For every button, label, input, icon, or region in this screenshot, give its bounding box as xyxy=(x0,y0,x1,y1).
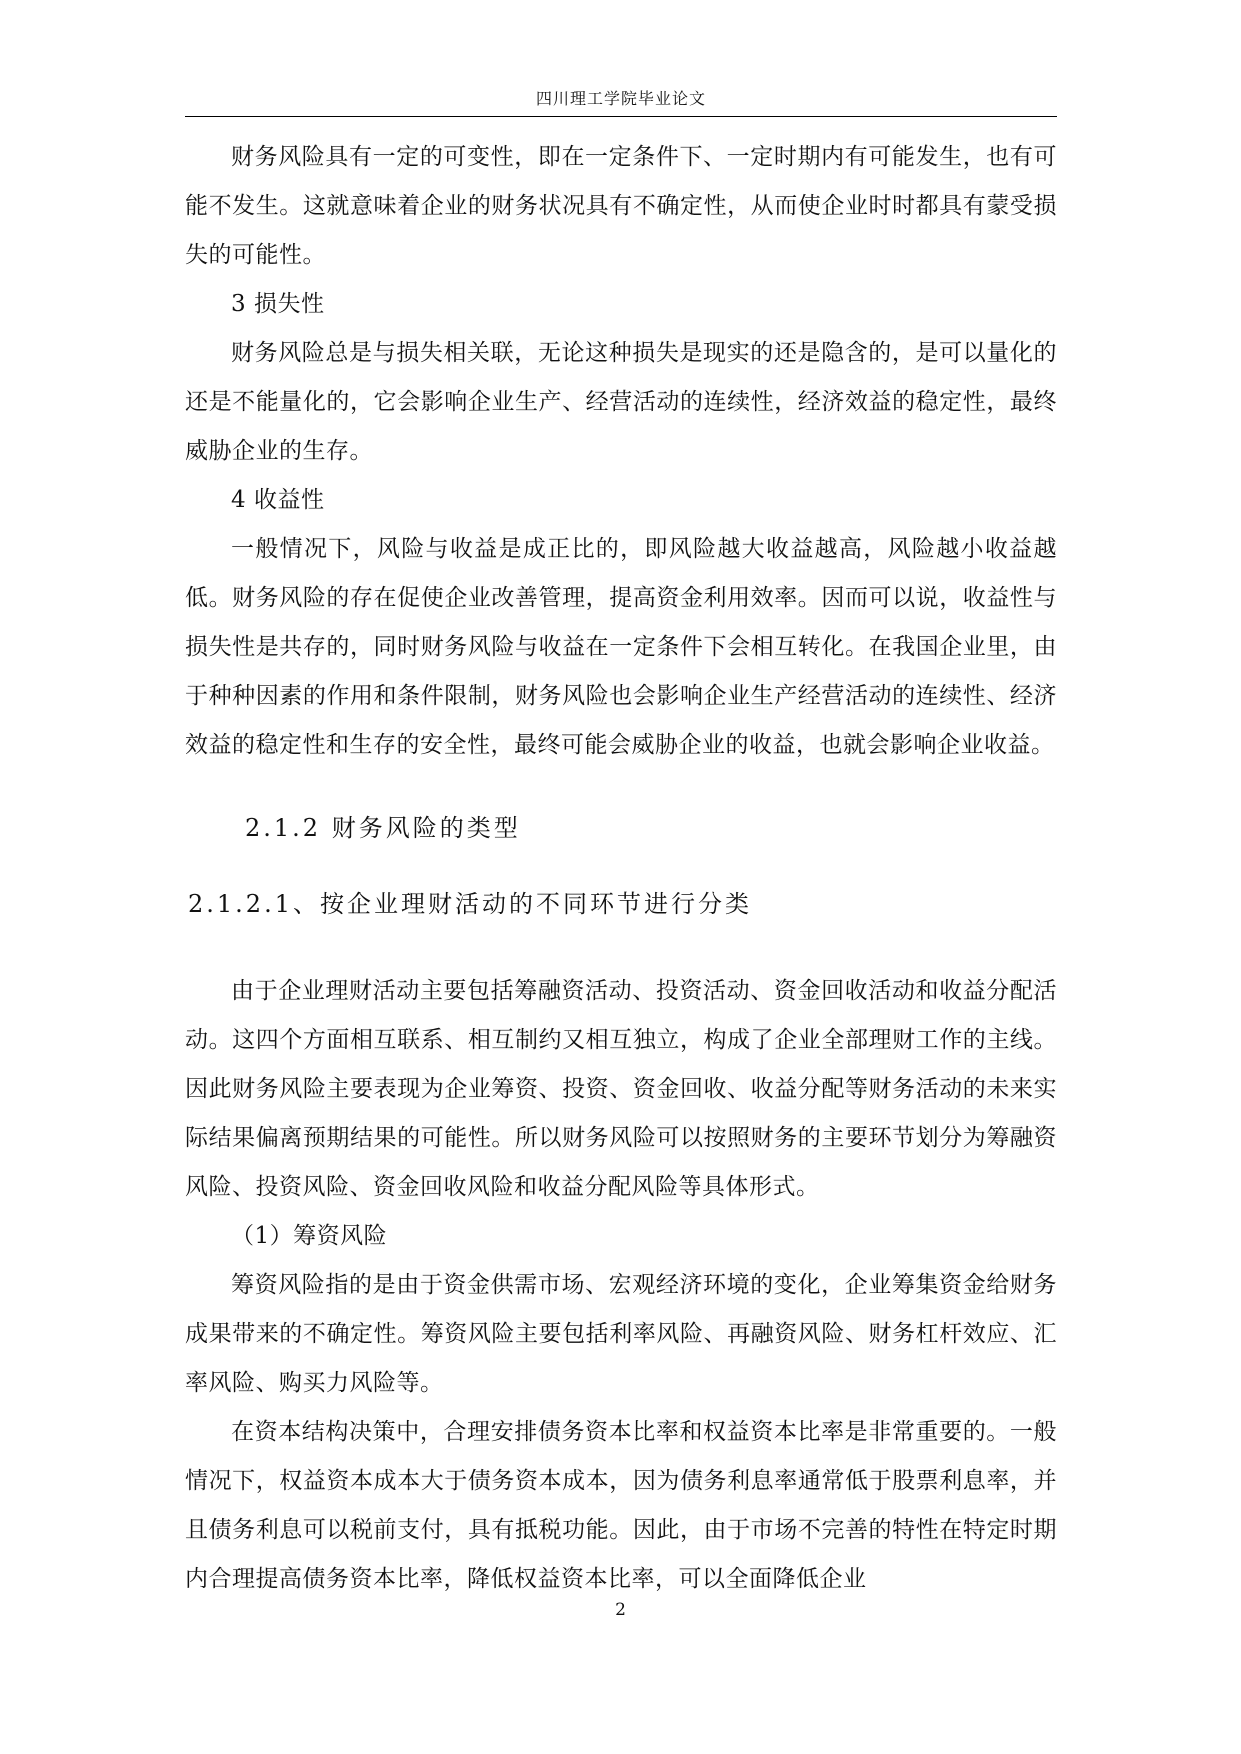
section-b-body xyxy=(185,967,1057,1604)
section-heading-2-1-2: 2.1.2 财务风险的类型 xyxy=(245,814,521,842)
paragraph-financing-risk: 筹资风险指的是由于资金供需市场、宏观经济环境的变化，企业筹集资金给财务成果带来的不确定性。筹资风险主要包括利率风险、再融资风险、财务杠杆效应、汇率风险、购买力风险等。 xyxy=(185,1272,1057,1396)
header-title: 四川理工学院毕业论文 xyxy=(535,89,706,108)
section-a-body xyxy=(185,133,1057,770)
item-loss: 3 损失性 xyxy=(231,291,325,317)
paragraph-loss: 财务风险总是与损失相关联，无论这种损失是现实的还是隐含的，是可以量化的还是不能量化的，它会影响企业生产、经营活动的连续性，经济效益的稳定性，最终威胁企业的生存。 xyxy=(185,340,1057,464)
item-financing-risk: （1）筹资风险 xyxy=(231,1223,388,1249)
paragraph-variability: 财务风险具有一定的可变性，即在一定条件下、一定时期内有可能发生，也有可能不发生。这就意味着企业的财务状况具有不确定性，从而使企业时时都具有蒙受损失的可能性。 xyxy=(185,144,1057,268)
section-heading-2-1-2-1: 2.1.2.1、按企业理财活动的不同环节进行分类 xyxy=(188,890,752,918)
page-header xyxy=(185,82,1057,117)
page-number: 2 xyxy=(615,1600,626,1620)
paragraph-classification: 由于企业理财活动主要包括筹融资活动、投资活动、资金回收活动和收益分配活动。这四个方面相互联系、相互制约又相互独立，构成了企业全部理财工作的主线。因此财务风险主要表现为企业筹资、投资、资金回收、收益分配等财务活动的未来实际结果偏离预期结果的可能性。所以财务风险可以按照财务的主要环节划分为筹融资风险、投资风险、资金回收风险和收益分配风险等具体形式。 xyxy=(185,978,1057,1200)
item-return: 4 收益性 xyxy=(231,487,325,513)
paragraph-capital-structure: 在资本结构决策中，合理安排债务资本比率和权益资本比率是非常重要的。一般情况下，权益资本成本大于债务资本成本，因为债务利息率通常低于股票利息率，并且债务利息可以税前支付，具有抵税功能。因此，由于市场不完善的特性在特定时期内合理提高债务资本比率，降低权益资本比率，可以全面降低企业 xyxy=(185,1419,1057,1592)
paragraph-return: 一般情况下，风险与收益是成正比的，即风险越大收益越高，风险越小收益越低。财务风险的存在促使企业改善管理，提高资金利用效率。因而可以说，收益性与损失性是共存的，同时财务风险与收益在一定条件下会相互转化。在我国企业里，由于种种因素的作用和条件限制，财务风险也会影响企业生产经营活动的连续性、经济效益的稳定性和生存的安全性，最终可能会威胁企业的收益，也就会影响企业收益。 xyxy=(185,536,1057,758)
